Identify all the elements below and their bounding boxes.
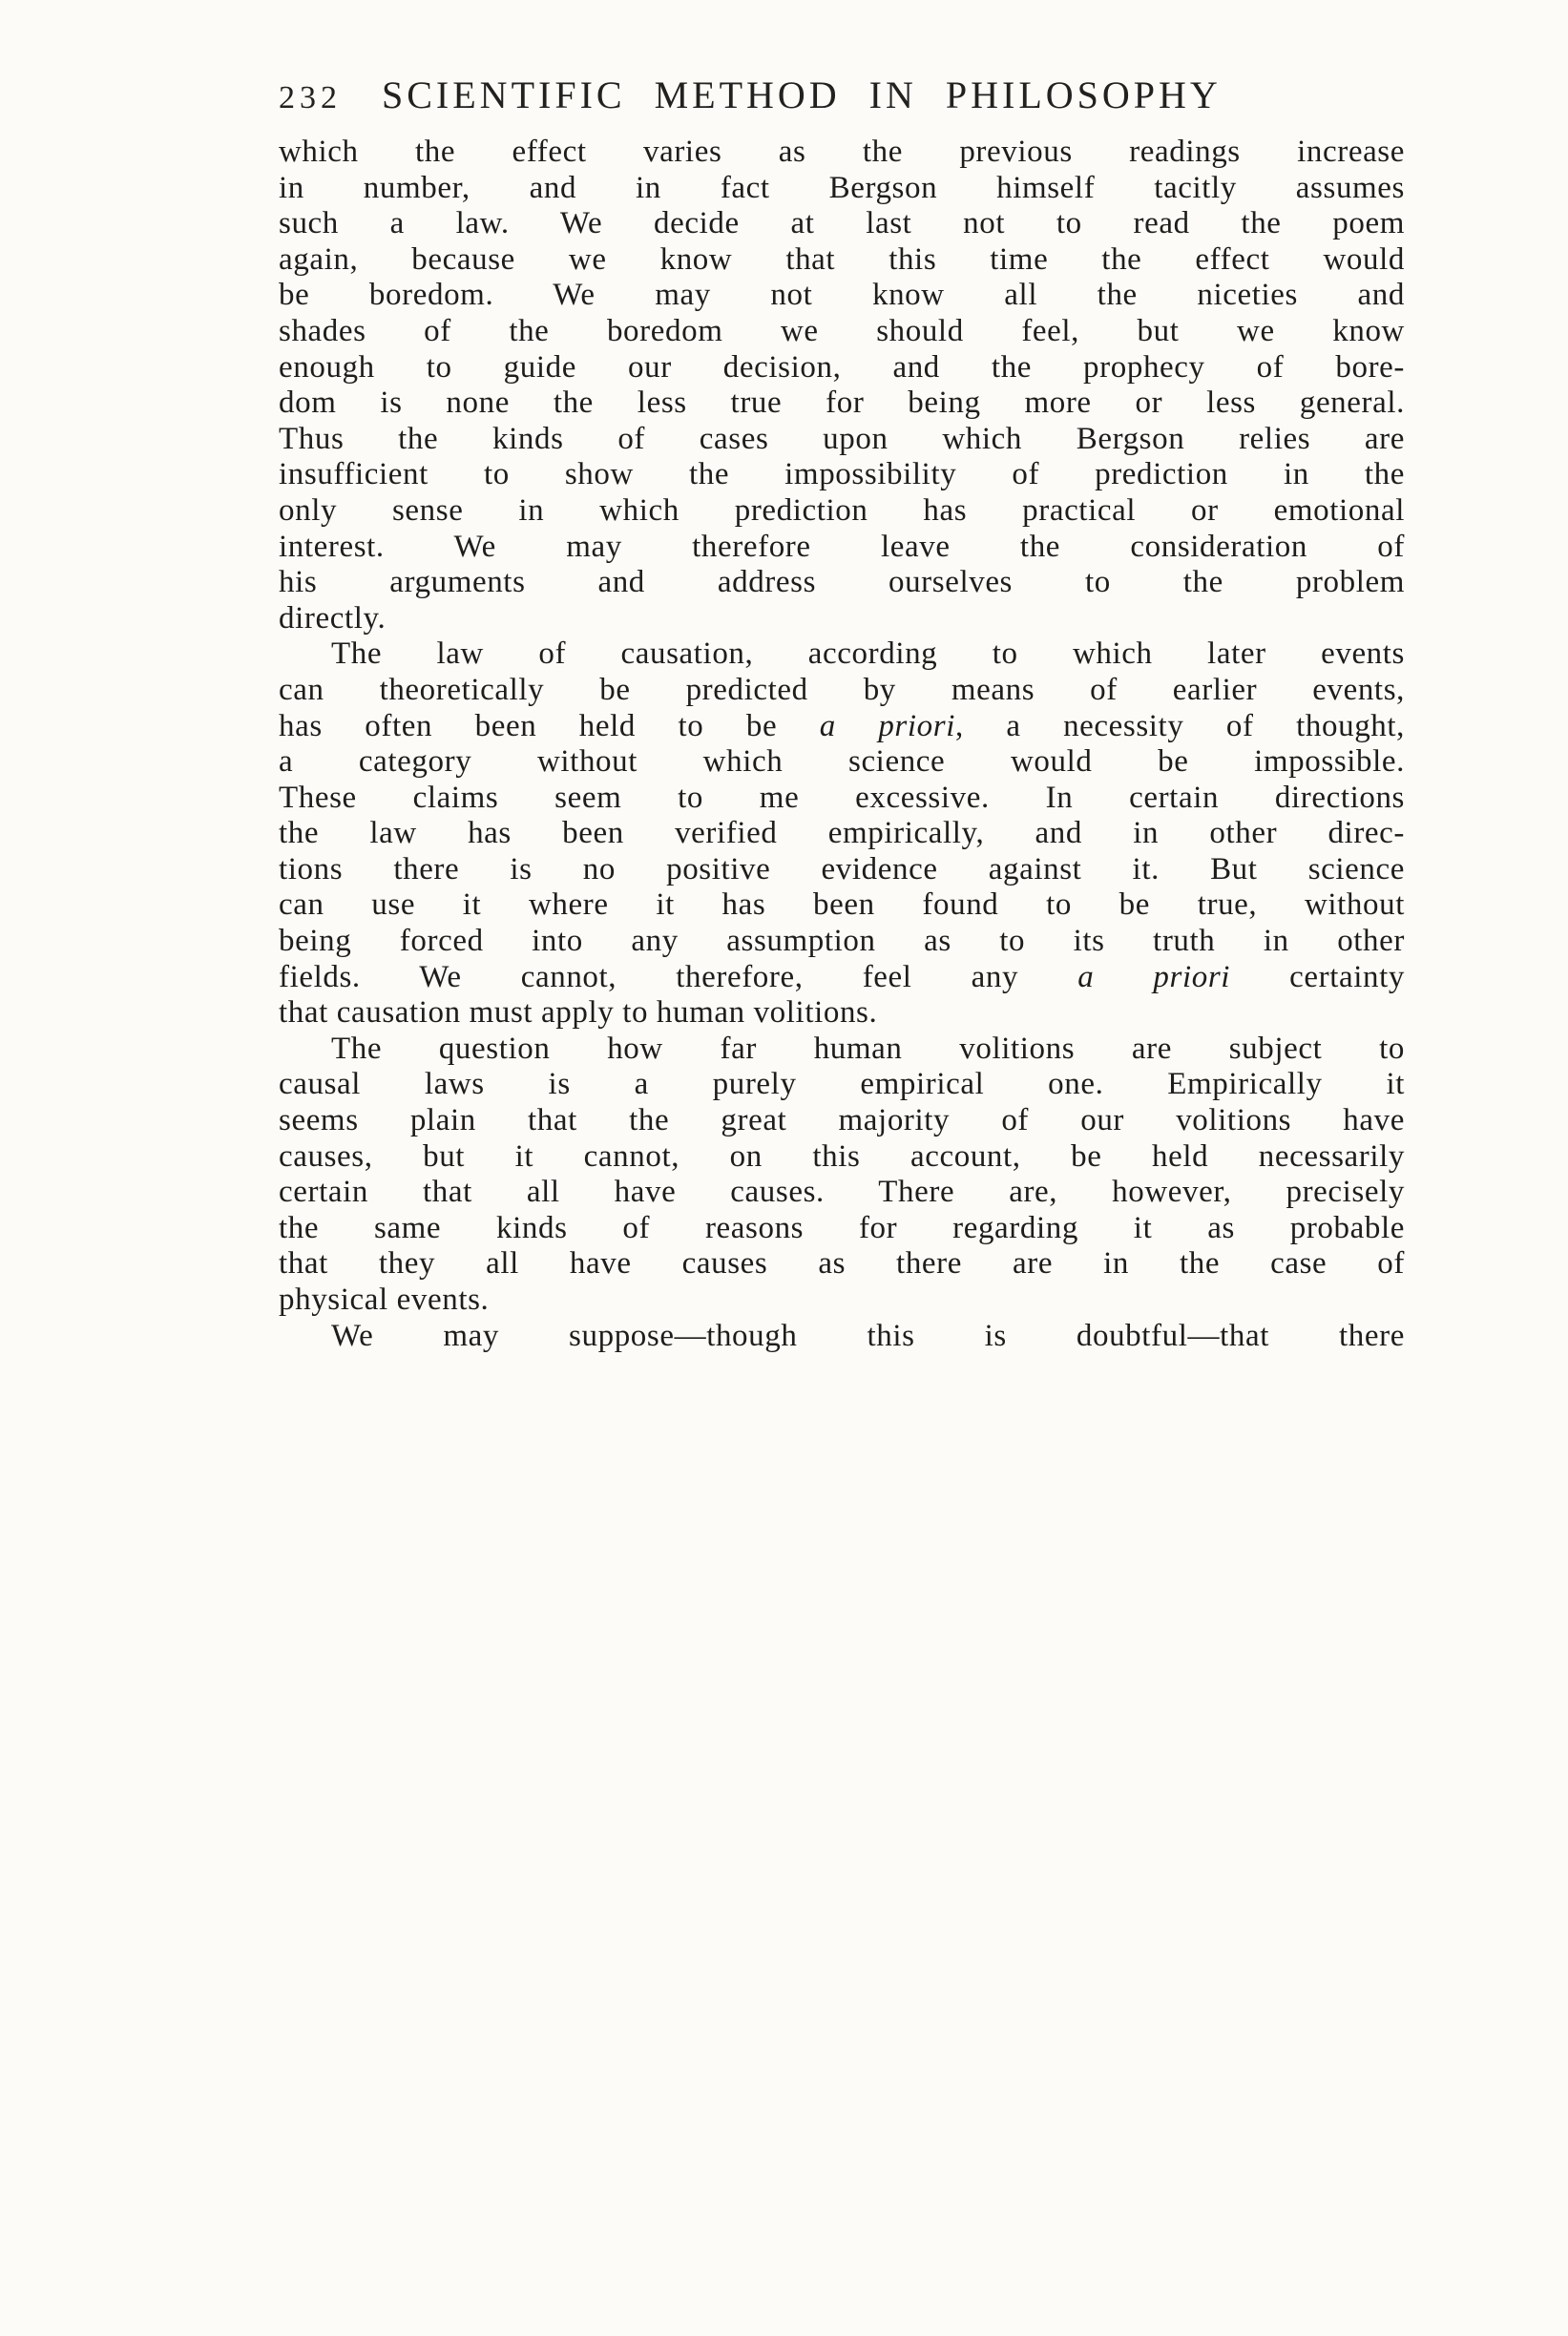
text-segment: a category without which science would be impossible. [279,744,1405,780]
text-segment: being forced into any assumption as to its truth in other [279,924,1405,959]
text-line [279,816,1405,852]
italic-text: a priori [1077,959,1231,994]
text-line [279,314,1405,350]
text-segment: only sense in which prediction has practical or emotional [279,492,1405,528]
text-segment: insufficient to show the impossibility of prediction in the [279,457,1405,492]
text-line [279,744,1405,781]
text-segment: causes, but it cannot, on this account, be held necessarily [279,1138,1405,1174]
text-segment: enough to guide our decision, and the prophecy of bore- [279,349,1405,385]
text-line [279,530,1405,566]
text-segment: directly. [279,600,387,636]
text-line [279,995,1405,1032]
text-line [279,709,1405,745]
page-number: 232 [279,80,342,115]
text-segment: can use it where it has been found to be true, without [279,887,1405,923]
text-segment: tions there is no positive evidence against it. But science [279,851,1405,886]
paragraph [279,636,1405,1032]
page-header [279,73,1414,117]
text-segment: has often been held to be [279,708,820,743]
text-line [279,636,1405,673]
text-line [279,1319,1405,1355]
text-block [279,135,1405,1354]
text-segment: in number, and in fact Bergson himself tacitly assumes [279,170,1405,205]
text-line [279,960,1405,996]
text-segment: We may suppose—though this is doubtful—that there [331,1318,1405,1353]
text-segment: certainty [1230,959,1406,994]
text-segment: his arguments and address ourselves to the problem [279,565,1405,600]
paragraph [279,1032,1405,1319]
text-segment: The law of causation, according to which later events [331,636,1405,672]
text-segment: interest. We may therefore leave the consideration of [279,529,1405,564]
text-segment: dom is none the less true for being more or less general. [279,386,1405,421]
text-line [279,493,1405,530]
text-line [279,1246,1405,1283]
text-line [279,1283,1405,1319]
text-segment: can theoretically be predicted by means of earlier events, [279,672,1405,707]
text-line [279,422,1405,458]
text-line [279,852,1405,888]
text-line [279,1139,1405,1176]
text-line [279,386,1405,422]
text-line [279,1067,1405,1103]
running-title: SCIENTIFIC METHOD IN PHILOSOPHY [382,73,1222,116]
text-line [279,673,1405,709]
paragraph [279,1319,1405,1355]
text-segment: physical events. [279,1283,490,1317]
text-segment: be boredom. We may not know all the niceties and [279,278,1405,313]
text-segment: causal laws is a purely empirical one. Empirically it [279,1067,1405,1102]
text-line [279,135,1405,171]
text-line [279,601,1405,637]
text-line [279,887,1405,924]
text-line [279,924,1405,960]
text-segment: , a necessity of thought, [954,708,1406,743]
text-line [279,781,1405,817]
text-segment: the same kinds of reasons for regarding it as probable [279,1210,1405,1245]
text-line [279,457,1405,493]
text-segment: seems plain that the great majority of our volitions have [279,1103,1405,1138]
text-segment: which the effect varies as the previous readings increase [279,135,1405,169]
text-line [279,565,1405,601]
text-segment: These claims seem to me excessive. In certain directions [279,780,1405,815]
italic-text: a priori [819,708,955,743]
text-segment: again, because we know that this time the effect would [279,241,1405,277]
text-line [279,242,1405,279]
text-line [279,278,1405,314]
text-segment: such a law. We decide at last not to read the poem [279,206,1405,241]
text-line [279,206,1405,242]
text-segment: The question how far human volitions are subject to [331,1031,1405,1066]
text-line [279,1211,1405,1247]
text-segment: that they all have causes as there are in the case of [279,1246,1405,1282]
text-line [279,1103,1405,1139]
text-line [279,1032,1405,1068]
paragraph [279,135,1405,636]
text-segment: shades of the boredom we should feel, but we know [279,313,1405,348]
text-line [279,350,1405,386]
text-segment: that causation must apply to human volitions. [279,995,878,1031]
text-line [279,171,1405,207]
text-segment: fields. We cannot, therefore, feel any [279,959,1078,994]
text-segment: Thus the kinds of cases upon which Bergson relies are [279,421,1405,456]
text-segment: the law has been verified empirically, and in other direc- [279,816,1405,851]
text-segment: certain that all have causes. There are, however, precisely [279,1175,1405,1210]
text-line [279,1175,1405,1211]
